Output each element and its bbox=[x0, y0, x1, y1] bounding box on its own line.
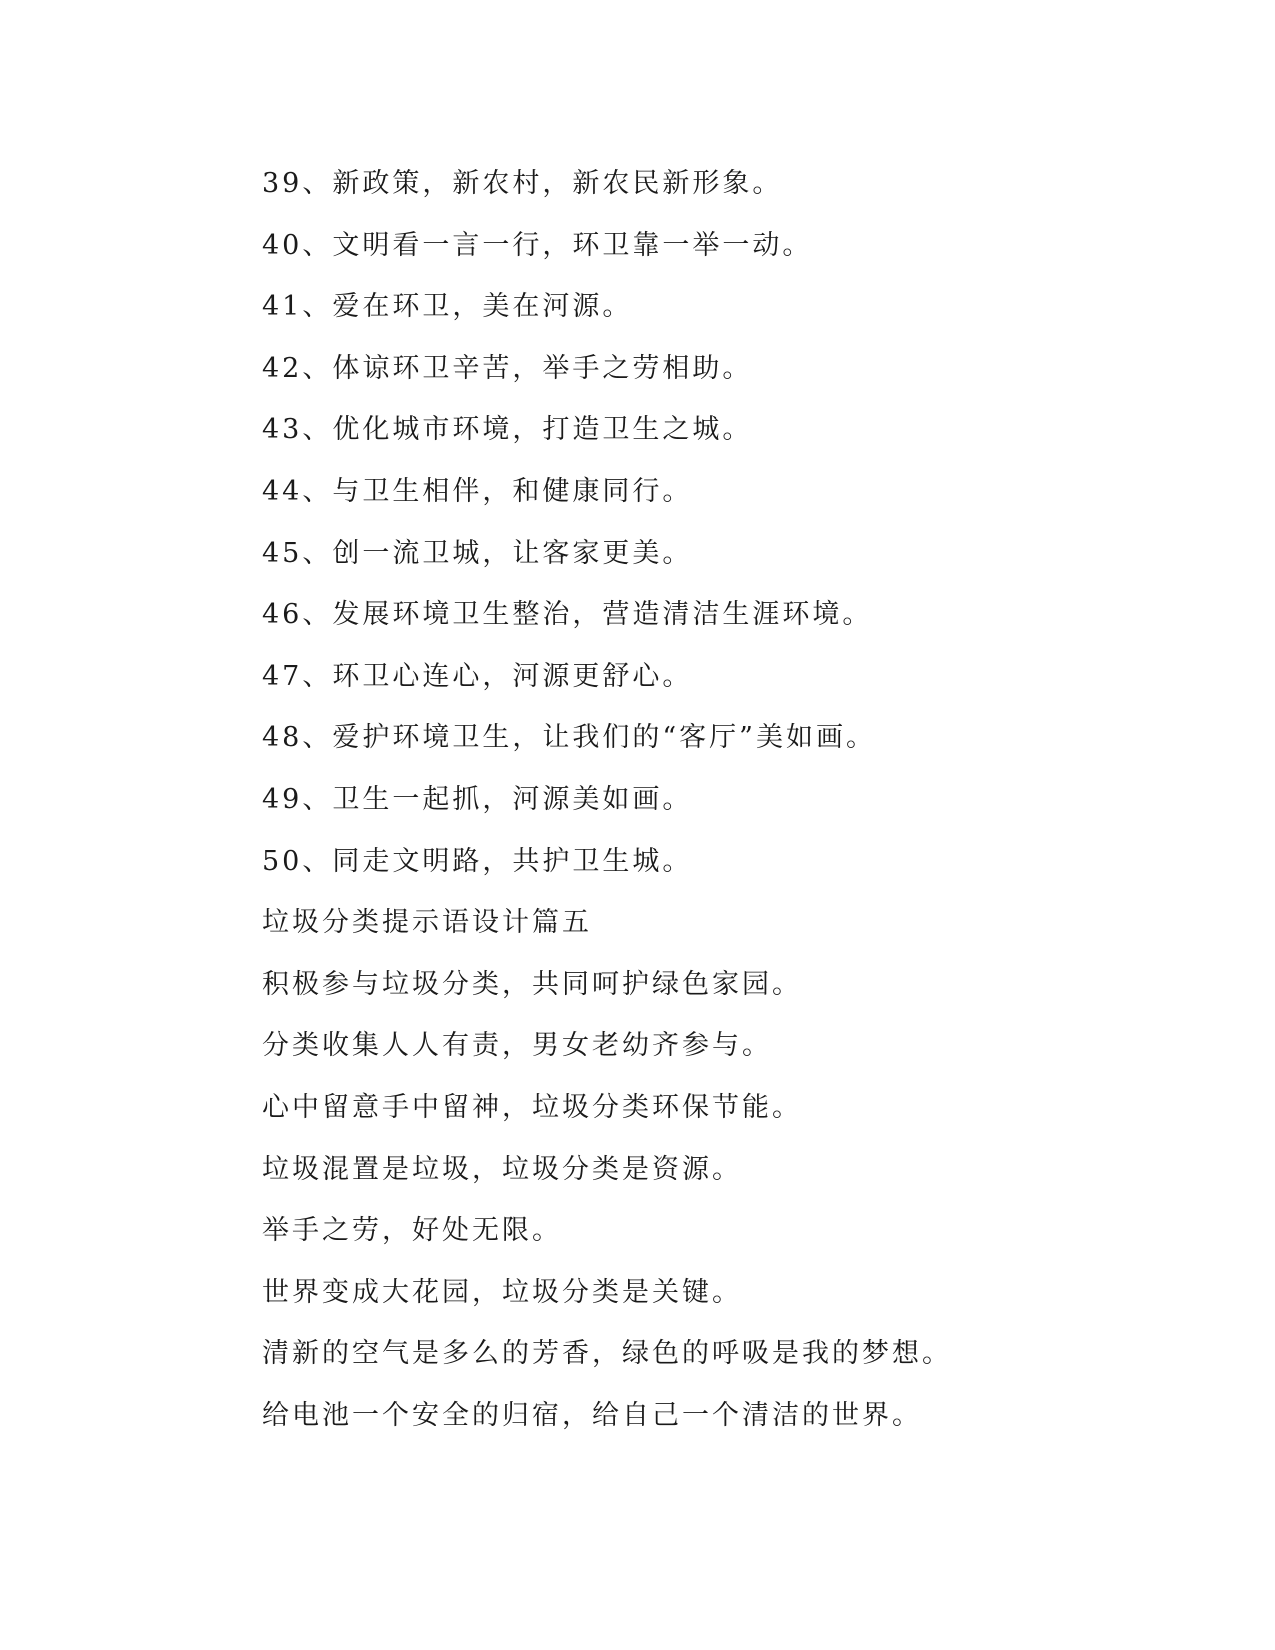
section-heading: 垃圾分类提示语设计篇五 bbox=[262, 907, 592, 939]
slogan-line: 分类收集人人有责，男女老幼齐参与。 bbox=[262, 1030, 772, 1062]
slogan-line: 给电池一个安全的归宿，给自己一个清洁的世界。 bbox=[262, 1399, 922, 1431]
slogan-line-44: 44、与卫生相伴，和健康同行。 bbox=[262, 475, 693, 507]
slogan-line-40: 40、文明看一言一行，环卫靠一举一动。 bbox=[262, 229, 813, 261]
slogan-line-39: 39、新政策，新农村，新农民新形象。 bbox=[262, 168, 783, 199]
slogan-line-45: 45、创一流卫城，让客家更美。 bbox=[262, 537, 693, 569]
slogan-line-43: 43、优化城市环境，打造卫生之城。 bbox=[262, 414, 753, 446]
slogan-line: 举手之劳，好处无限。 bbox=[262, 1215, 562, 1247]
slogan-line-48: 48、爱护环境卫生，让我们的“客厅”美如画。 bbox=[262, 722, 876, 754]
document-body bbox=[262, 166, 1162, 1459]
slogan-line: 心中留意手中留神，垃圾分类环保节能。 bbox=[262, 1091, 802, 1123]
slogan-line: 垃圾混置是垃圾，垃圾分类是资源。 bbox=[262, 1153, 742, 1185]
slogan-line-50: 50、同走文明路，共护卫生城。 bbox=[262, 845, 693, 877]
slogan-line-46: 46、发展环境卫生整治，营造清洁生涯环境。 bbox=[262, 599, 873, 631]
slogan-line-47: 47、环卫心连心，河源更舒心。 bbox=[262, 660, 693, 692]
slogan-line-41: 41、爱在环卫，美在河源。 bbox=[262, 291, 633, 323]
slogan-line-49: 49、卫生一起抓，河源美如画。 bbox=[262, 783, 693, 815]
slogan-line: 世界变成大花园，垃圾分类是关键。 bbox=[262, 1276, 742, 1308]
slogan-line: 积极参与垃圾分类，共同呵护绿色家园。 bbox=[262, 968, 802, 1000]
slogan-line-42: 42、体谅环卫辛苦，举手之劳相助。 bbox=[262, 352, 753, 384]
slogan-line: 清新的空气是多么的芳香，绿色的呼吸是我的梦想。 bbox=[262, 1338, 952, 1370]
